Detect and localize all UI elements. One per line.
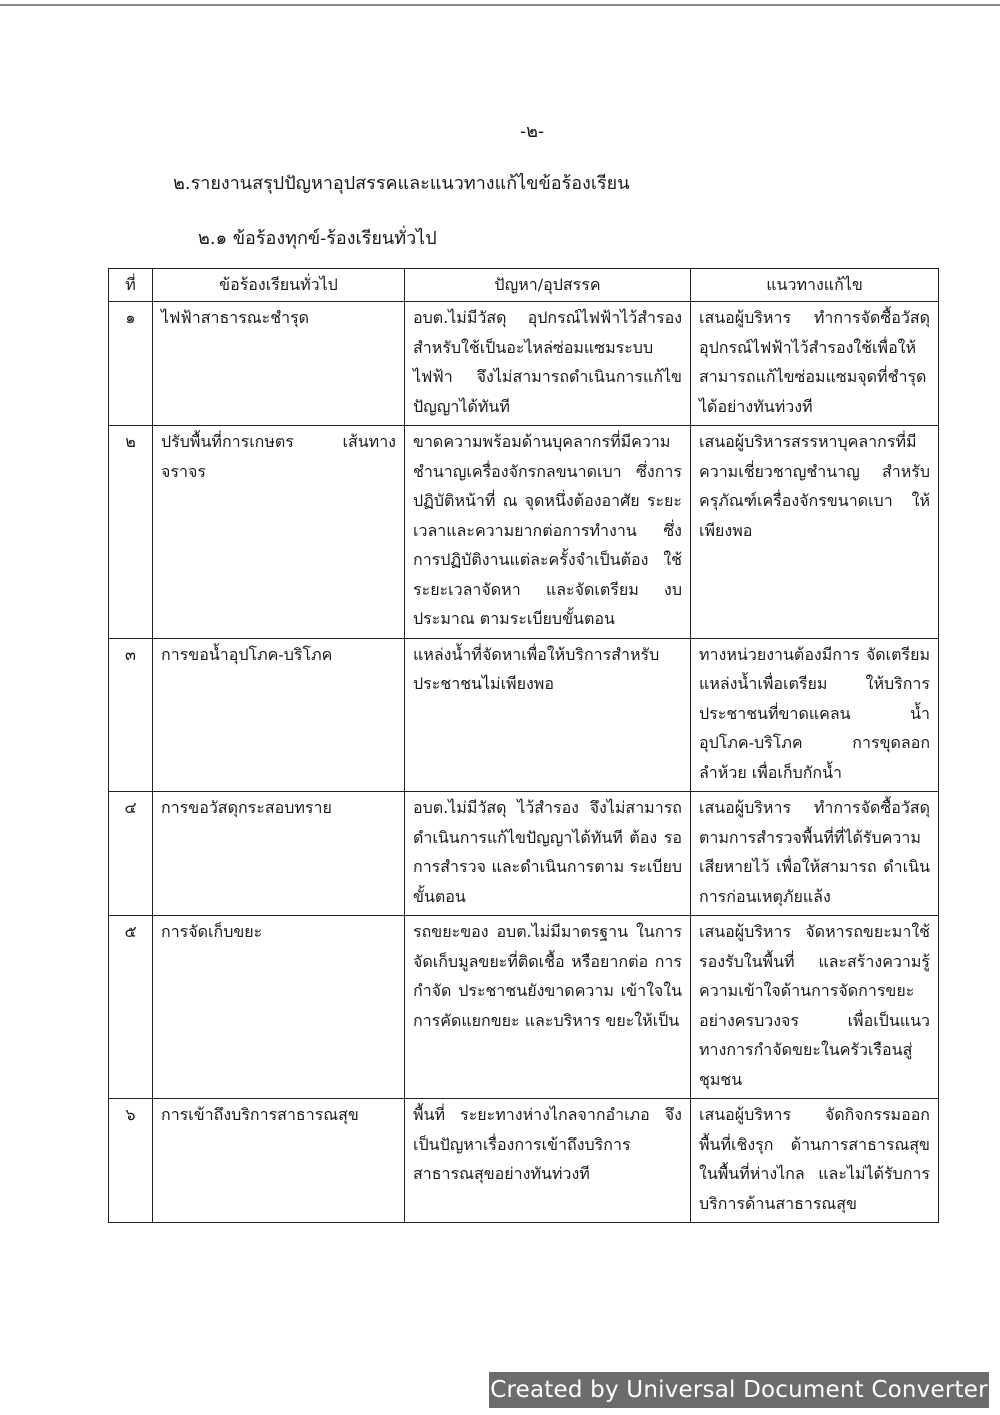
complaints-table — [108, 268, 939, 1223]
page-number: -๒- — [520, 121, 545, 142]
row-topic: การเข้าถึงบริการสาธารณสุข — [153, 1099, 405, 1223]
row-solution: ทางหน่วยงานต้องมีการ จัดเตรียมแหล่งน้ำเพื่อเตรียม ให้บริการประชาชนที่ขาดแคลน น้ำอุปโภค-บริโภค การขุดลอก ลำห้วย เพื่อเก็บกักน้ำ — [691, 638, 939, 792]
row-number: ๓ — [109, 638, 153, 792]
row-problem: แหล่งน้ำที่จัดหาเพื่อให้บริการสำหรับ ประชาชนไม่เพียงพอ — [405, 638, 691, 792]
row-topic: ปรับพื้นที่การเกษตร เส้นทาง จราจร — [153, 426, 405, 639]
converter-watermark: Created by Universal Document Converter — [489, 1372, 989, 1408]
section-heading: ๒.รายงานสรุปปัญหาอุปสรรคและแนวทางแก้ไขข้อร้องเรียน — [173, 173, 630, 194]
row-solution: เสนอผู้บริหารสรรหาบุคลากรที่มี ความเชี่ยวชาญชำนาญ สำหรับ ครุภัณฑ์เครื่องจักรขนาดเบา ให้ เพียงพอ — [691, 426, 939, 639]
header-solution: แนวทางแก้ไข — [691, 269, 939, 302]
row-topic: การจัดเก็บขยะ — [153, 916, 405, 1099]
row-problem: ขาดความพร้อมด้านบุคลากรที่มีความ ชำนาญเครื่องจักรกลขนาดเบา ซึ่งการ ปฏิบัติหน้าที่ ณ จุดหนึ่งต้องอาศัย ระยะเวลาและความยากต่อการทำงาน ซึ่งการปฏิบัติงานแต่ละครั้งจำเป็นต้อง ใช้ระยะเวลาจัดหา และจัดเตรียม งบประมาณ ตามระเบียบขั้นตอน — [405, 426, 691, 639]
row-solution: เสนอผู้บริหาร ทำการจัดซื้อวัสดุ ตามการสำรวจพื้นที่ที่ได้รับความ เสียหายไว้ เพื่อให้สามารถ ดำเนินการก่อนเหตุภัยแล้ง — [691, 792, 939, 916]
row-number: ๔ — [109, 792, 153, 916]
row-solution: เสนอผู้บริหาร ทำการจัดซื้อวัสดุ อุปกรณ์ไฟฟ้าไว้สำรองใช้เพื่อให้ สามารถแก้ไขซ่อมแซมจุดที่ชำรุด ได้อย่างทันท่วงที — [691, 302, 939, 426]
table-row — [109, 302, 939, 426]
subsection-heading: ๒.๑ ข้อร้องทุกข์-ร้องเรียนทั่วไป — [198, 228, 437, 249]
page-top-border — [0, 4, 1000, 6]
row-number: ๒ — [109, 426, 153, 639]
table-row — [109, 1099, 939, 1223]
table-row — [109, 792, 939, 916]
header-topic: ข้อร้องเรียนทั่วไป — [153, 269, 405, 302]
header-number: ที่ — [109, 269, 153, 302]
table-header-row — [109, 269, 939, 302]
row-problem: อบต.ไม่มีวัสดุ ไว้สำรอง จึงไม่สามารถ ดำเนินการแก้ไขปัญญาได้ทันที ต้อง รอการสำรวจ และดำเนินการตาม ระเบียบขั้นตอน — [405, 792, 691, 916]
row-solution: เสนอผู้บริหาร จัดกิจกรรมออก พื้นที่เชิงรุก ด้านการสาธารณสุข ในพื้นที่ห่างไกล และไม่ได้รับการ บริการด้านสาธารณสุข — [691, 1099, 939, 1223]
header-problem: ปัญหา/อุปสรรค — [405, 269, 691, 302]
row-number: ๕ — [109, 916, 153, 1099]
row-solution: เสนอผู้บริหาร จัดหารถขยะมาใช้ รองรับในพื้นที่ และสร้างความรู้ ความเข้าใจด้านการจัดการขยะ อย่างครบวงจร เพื่อเป็นแนว ทางการกำจัดขยะในครัวเรือนสู่ ชุมชน — [691, 916, 939, 1099]
row-problem: รถขยะของ อบต.ไม่มีมาตรฐาน ในการ จัดเก็บมูลขยะที่ติดเชื้อ หรือยากต่อ การกำจัด ประชาชนยังขาดความ เข้าใจในการคัดแยกขยะ และบริหาร ขยะให้เป็น — [405, 916, 691, 1099]
row-problem: อบต.ไม่มีวัสดุ อุปกรณ์ไฟฟ้าไว้สำรอง สำหรับใช้เป็นอะไหล่ซ่อมแซมระบบ ไฟฟ้า จึงไม่สามารถดำเนินการแก้ไข ปัญญาได้ทันที — [405, 302, 691, 426]
table-row — [109, 426, 939, 639]
row-problem: พื้นที่ ระยะทางห่างไกลจากอำเภอ จึง เป็นปัญหาเรื่องการเข้าถึงบริการ สาธารณสุขอย่างทันท่วงที — [405, 1099, 691, 1223]
row-topic: การขอน้ำอุปโภค-บริโภค — [153, 638, 405, 792]
row-topic: การขอวัสดุกระสอบทราย — [153, 792, 405, 916]
table-row — [109, 638, 939, 792]
row-number: ๖ — [109, 1099, 153, 1223]
row-topic: ไฟฟ้าสาธารณะชำรุด — [153, 302, 405, 426]
table-row — [109, 916, 939, 1099]
row-number: ๑ — [109, 302, 153, 426]
